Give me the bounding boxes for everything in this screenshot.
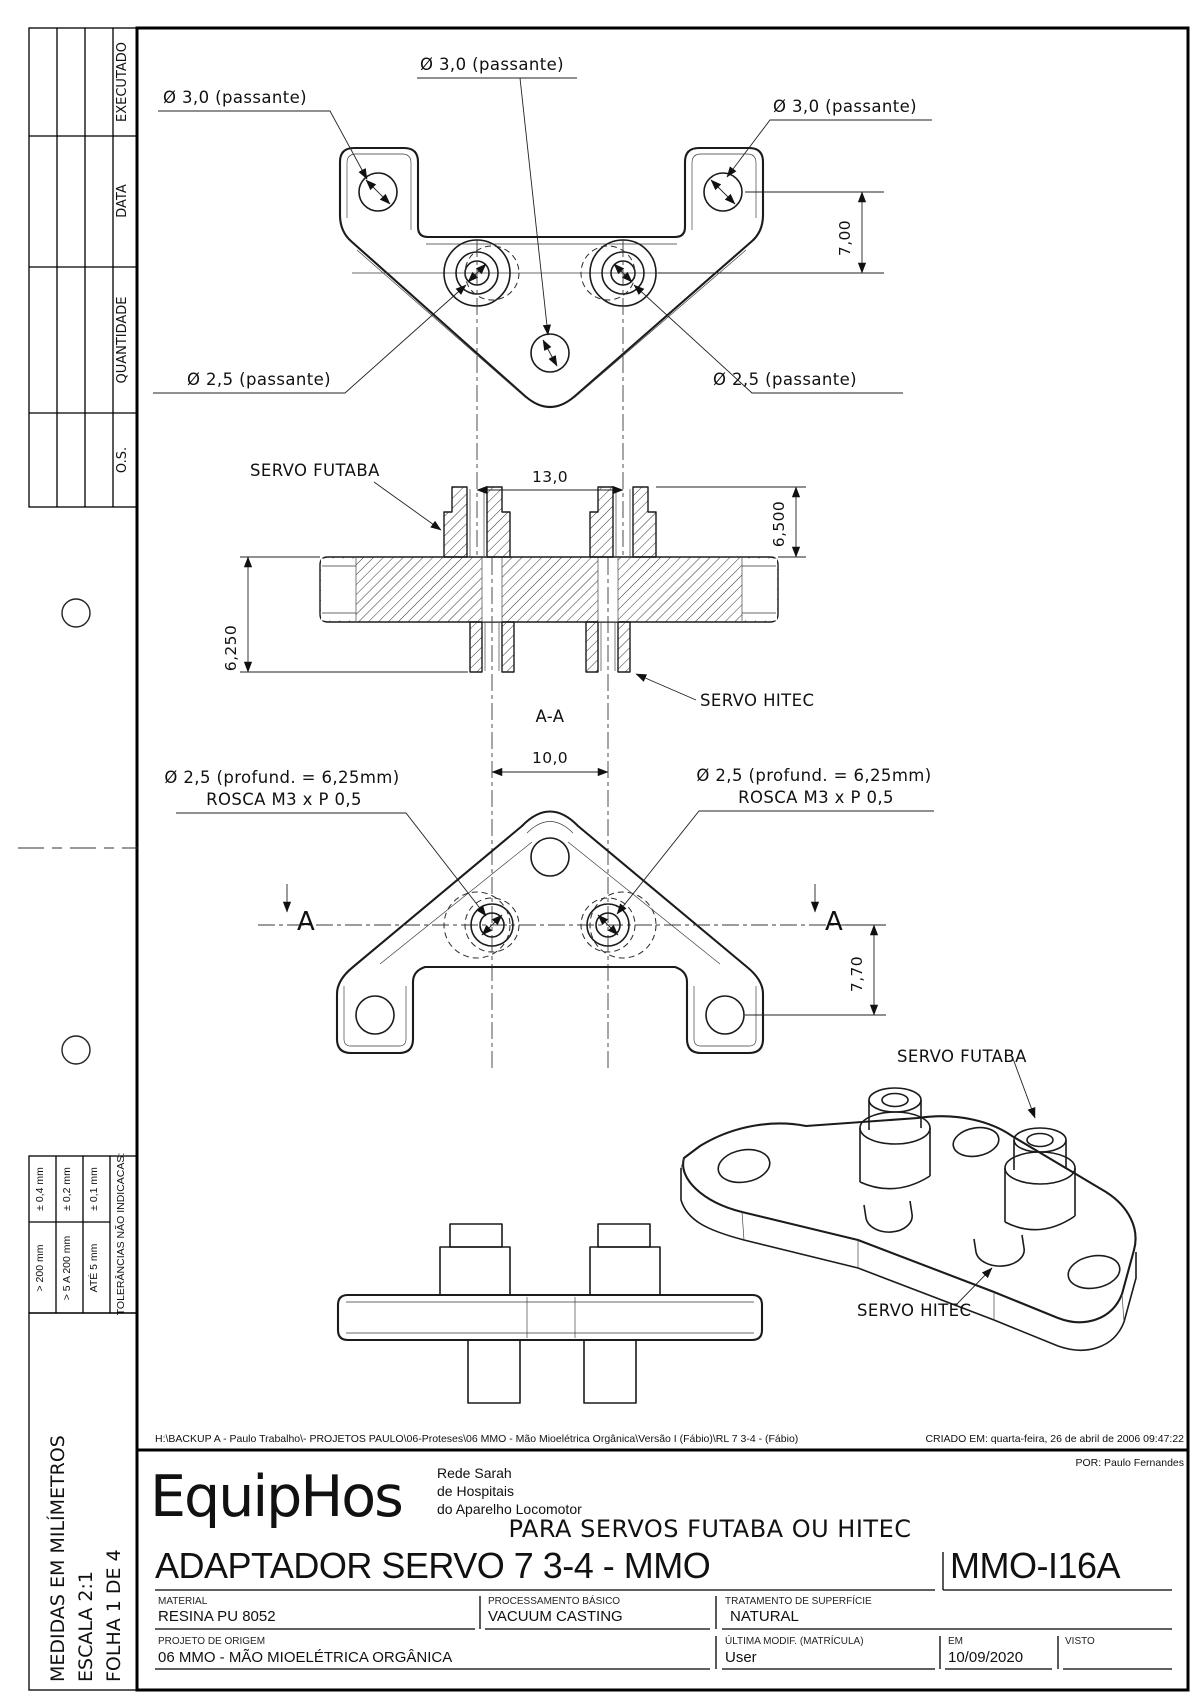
tol-title: TOLERÂNCIAS NÃO INDICACAS: — [115, 1152, 127, 1316]
dim-6-250: 6,250 — [222, 624, 240, 672]
tolerance-table — [29, 1153, 137, 1316]
callout-d30-left: Ø 3,0 (passante) — [163, 88, 307, 107]
callout-thread-left-1: Ø 2,5 (profund. = 6,25mm) — [164, 768, 400, 787]
callout-d25-right: Ø 2,5 (passante) — [713, 370, 857, 389]
section-arrow-a-right: A — [825, 907, 843, 937]
callout-thread-right-1: Ø 2,5 (profund. = 6,25mm) — [696, 766, 932, 785]
tol-range-2: > 5 A 200 mm — [61, 1235, 73, 1301]
tol-val-3: ± 0,4 mm — [34, 1167, 46, 1211]
callout-d25-left: Ø 2,5 (passante) — [187, 370, 331, 389]
dim-7-70: 7,70 — [848, 955, 866, 993]
tol-val-1: ± 0,1 mm — [88, 1167, 100, 1211]
label-servo-futaba-section: SERVO FUTABA — [250, 461, 380, 480]
logo-sub-2: de Hospitais — [437, 1483, 515, 1499]
tol-range-1: ATÉ 5 mm — [88, 1243, 100, 1293]
margin-marks — [18, 599, 137, 1064]
callout-thread-right-2: ROSCA M3 x P 0,5 — [738, 788, 894, 807]
surface-value: NATURAL — [730, 1608, 799, 1625]
dim-10-0: 10,0 — [531, 749, 569, 767]
created-on: CRIADO EM: quarta-feira, 26 de abril de 2006 09:47:22 — [925, 1433, 1184, 1445]
sidebar-units: MEDIDAS EM MILÍMETROS — [47, 1435, 69, 1682]
label-section-aa: A-A — [535, 707, 565, 726]
material-label: MATERIAL — [158, 1596, 208, 1607]
rev-col-os: O.S. — [115, 446, 130, 474]
date-label: EM — [948, 1636, 963, 1647]
tol-range-3: > 200 mm — [34, 1244, 46, 1292]
drawing-title: ADAPTADOR SERVO 7 3-4 - MMO — [155, 1545, 711, 1586]
logo-sub-1: Rede Sarah — [437, 1465, 512, 1481]
section-arrow-a-left: A — [297, 907, 315, 937]
rev-col-quantidade: QUANTIDADE — [115, 296, 130, 384]
label-servo-futaba-iso: SERVO FUTABA — [897, 1047, 1027, 1066]
view-front — [338, 1224, 762, 1403]
dim-7-00: 7,00 — [836, 219, 854, 257]
label-servo-hitec-iso: SERVO HITEC — [857, 1301, 972, 1320]
title-block — [150, 1464, 1172, 1669]
origin-label: PROJETO DE ORIGEM — [158, 1636, 266, 1647]
view-section — [222, 240, 814, 1068]
rev-col-data: DATA — [115, 184, 130, 218]
sidebar-sheet: FOLHA 1 DE 4 — [103, 1549, 125, 1682]
author: POR: Paulo Fernandes — [1075, 1457, 1184, 1469]
callout-d30-center: Ø 3,0 (passante) — [420, 55, 564, 74]
logo-sub-3: do Aparelho Locomotor — [437, 1501, 582, 1517]
rev-col-executado: EXECUTADO — [115, 42, 130, 122]
modif-value: User — [725, 1649, 757, 1666]
company-logo: EquipHos — [150, 1464, 402, 1530]
modif-label: ÚLTIMA MODIF. (MATRÍCULA) — [725, 1636, 864, 1647]
drawing-code: MMO-I16A — [950, 1545, 1121, 1586]
process-label: PROCESSAMENTO BÁSICO — [488, 1596, 621, 1607]
date-value: 10/09/2020 — [948, 1649, 1024, 1666]
visto-label: VISTO — [1065, 1636, 1095, 1647]
dim-6-500: 6,500 — [770, 500, 788, 548]
punch-hole-icon — [62, 599, 90, 627]
punch-hole-icon — [62, 1036, 90, 1064]
view-bottom — [164, 749, 934, 1053]
label-servo-hitec-section: SERVO HITEC — [700, 691, 815, 710]
callout-d30-right: Ø 3,0 (passante) — [773, 97, 917, 116]
tol-val-2: ± 0,2 mm — [61, 1167, 73, 1211]
material-value: RESINA PU 8052 — [158, 1608, 276, 1625]
callout-thread-left-2: ROSCA M3 x P 0,5 — [206, 790, 362, 809]
process-value: VACUUM CASTING — [488, 1608, 623, 1625]
dim-13-0: 13,0 — [531, 468, 569, 486]
drawing-subtitle: PARA SERVOS FUTABA OU HITEC — [508, 1515, 912, 1543]
sidebar-info — [29, 1313, 137, 1690]
revision-table — [29, 28, 137, 507]
origin-value: 06 MMO - MÃO MIOELÉTRICA ORGÂNICA — [158, 1649, 453, 1666]
view-top — [153, 55, 932, 407]
file-path: H:\BACKUP A - Paulo Trabalho\- PROJETOS PAULO\06-Proteses\06 MMO - Mão Mioelétrica Orgânica\Versão I (Fábio)\RL 7 3-4 - (Fábio) — [155, 1433, 799, 1445]
view-isometric — [681, 1047, 1136, 1350]
surface-label: TRATAMENTO DE SUPERFÍCIE — [725, 1596, 872, 1607]
sidebar-scale: ESCALA 2:1 — [75, 1571, 97, 1682]
